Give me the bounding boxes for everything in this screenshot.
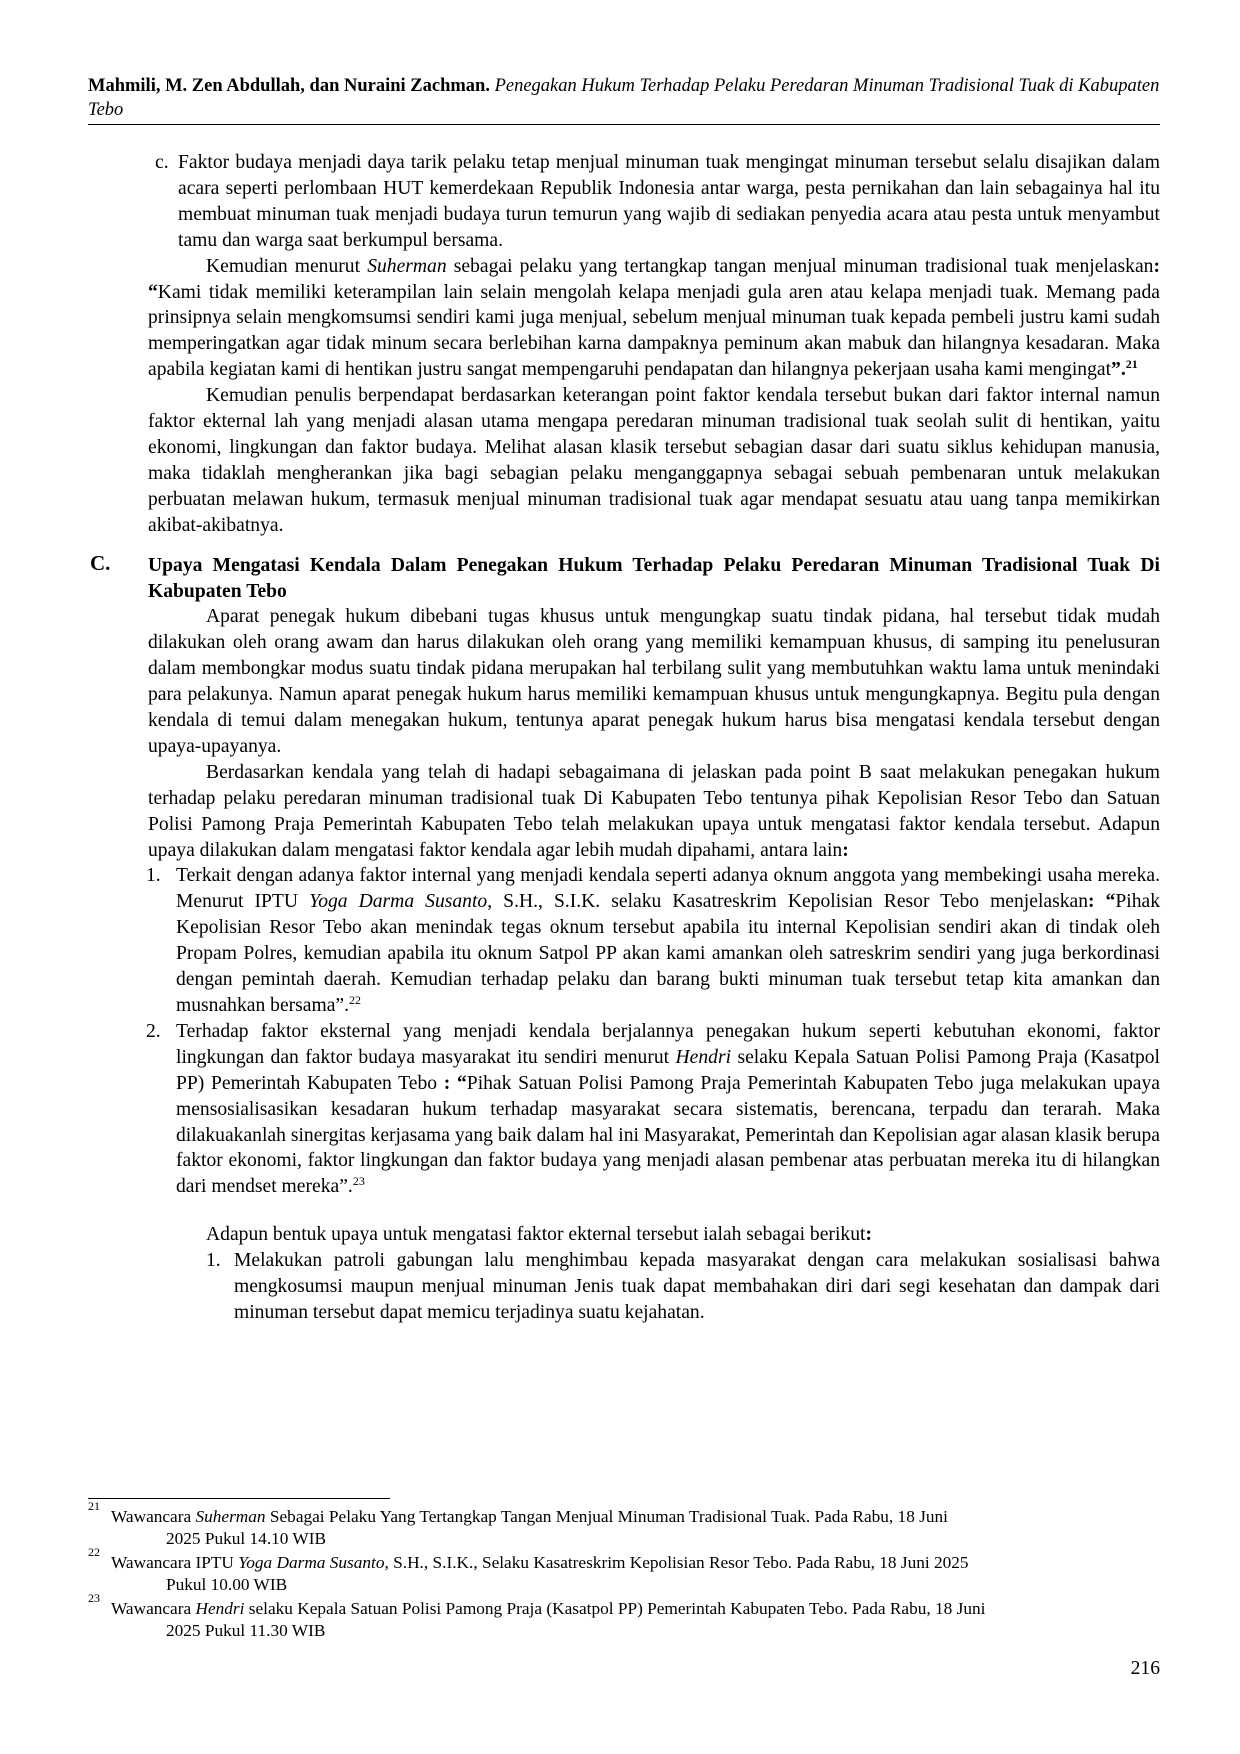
page-number: 216 xyxy=(1130,1658,1160,1679)
quote-text: Kami tidak memiliki keterampilan lain selain mengolah kelapa menjadi gula aren atau kelapa menjadi tuak. Memang pada prinsipnya selain mengkomsumsi sendiri kami juga menjual, sebelum menjual minuman tuak kepada pembeli justru kami sudah memperingatkan agar tidak minum secara berlebihan karna dampaknya peminum akan mabuk dan hilangnya kesadaran. Maka apabila kegiatan kami di hentikan justru sangat mempengaruhi pendapatan dan hilangnya pekerjaan usaha kami mengingat xyxy=(148,281,1160,381)
quote-text: Pihak Kepolisian Resor Tebo akan menindak tegas oknum tersebut apabila itu internal Kepolisian sendiri akan di tindak oleh Propam Polres, kemudian apabila itu oknum Satpol PP akan kami amankan oleh satreskrim sendiri yang juga berkordinasi dengan pemintah daerah. Kemudian terhadap pelaku dan barang bukti minuman tuak tersebut tetap kita amankan dan musnahkan bersama”. xyxy=(176,891,1160,1016)
numbered-item-2 xyxy=(146,1019,1160,1200)
interviewee-name: Hendri xyxy=(675,1046,732,1068)
footnote-continuation: 2025 Pukul 14.10 WIB xyxy=(166,1529,327,1548)
list-marker: 1. xyxy=(206,1250,221,1272)
body-text xyxy=(90,150,1161,1326)
colon: : xyxy=(865,1224,872,1246)
paragraph-suherman xyxy=(148,254,1160,384)
interviewee-name: Yoga Darma Susanto xyxy=(309,891,488,913)
text-run: , S.H., S.I.K. selaku Kasatreskrim Kepolisian Resor Tebo menjelaskan xyxy=(487,891,1088,913)
footnote-ref: 21 xyxy=(1125,357,1138,372)
footnote-rule xyxy=(88,1498,390,1499)
footnote-ref: 23 xyxy=(352,1174,365,1189)
text-run: Berdasarkan kendala yang telah di hadapi sebagaimana di jelaskan pada point B saat melakukan penegakan hukum terhadap pelaku peredaran minuman tradisional tuak Di Kabupaten Tebo tentunya pihak Kepolisian Resor Tebo dan Satuan Polisi Pamong Praja Pemerintah Kabupaten Tebo telah melakukan upaya untuk mengatasi faktor kendala tersebut. Adapun upaya dilakukan dalam mengatasi faktor kendala agar lebih mudah dipahami, antara lain xyxy=(148,761,1160,861)
section-heading-text: Upaya Mengatasi Kendala Dalam Penegakan Hukum Terhadap Pelaku Peredaran Minuman Tradisional Tuak Di Kabupaten Tebo xyxy=(148,554,1160,602)
interviewee-name: Yoga Darma Susanto xyxy=(238,1553,385,1572)
list-item-c xyxy=(148,150,1160,254)
interviewee-name: Suherman xyxy=(367,255,447,277)
header-article-title: Penegakan Hukum Terhadap Pelaku Peredaran Minuman Tradisional Tuak di Kabupaten Tebo xyxy=(88,76,1160,120)
text-run: selaku Kepala Satuan Polisi Pamong Praja (Kasatpol PP) Pemerintah Kabupaten Tebo. Pada Rabu, 18 Juni xyxy=(244,1599,986,1618)
footnote-ref: 22 xyxy=(349,993,362,1007)
interviewee-name: Suherman xyxy=(195,1507,266,1526)
footnote: 22 Wawancara IPTU Yoga Darma Susanto, S.H., S.I.K., Selaku Kasatreskrim Kepolisian Resor Tebo. Pada Rabu, 18 Juni 2025 Pukul 10.00 WIB xyxy=(88,1552,1160,1596)
list-marker: 2. xyxy=(146,1020,161,1042)
interviewee-name: Hendri xyxy=(195,1599,245,1618)
footnote-continuation: 2025 Pukul 11.30 WIB xyxy=(166,1621,326,1640)
numbered-item-1 xyxy=(146,863,1160,1018)
quote-text: Pihak Satuan Polisi Pamong Praja Pemerintah Kabupaten Tebo juga melakukan upaya mensosialisasikan kesadaran hukum terhadap masyarakat secara sistematis, berencana, terpadu dan terarah. Maka dilakuakanlah sinergitas kerjasama yang baik dalam hal ini Masyarakat, Pemerintah dan Kepolisian agar alasan klasik berupa faktor ekonomi, faktor lingkungan dan faktor budaya yang menjadi alasan pembenar atas perbuatan mereka itu di hilangkan dari mendset mereka”. xyxy=(176,1072,1160,1198)
text-run: Sebagai Pelaku Yang Tertangkap Tangan Menjual Minuman Tradisional Tuak. Pada Rabu, 18 Juni xyxy=(265,1507,948,1526)
quote-open: : “ xyxy=(1088,891,1116,913)
list-marker: 1. xyxy=(146,865,161,887)
quote-open: : “ xyxy=(148,255,1160,303)
text-run: selaku Kepala Satuan Polisi Pamong Praja (Kasatpol PP) Pemerintah Kabupaten Tebo xyxy=(176,1046,1161,1094)
text-run: Kemudian menurut xyxy=(206,255,368,277)
text-run: Wawancara IPTU xyxy=(111,1553,239,1572)
colon: : xyxy=(842,839,849,861)
paragraph-aparat: Aparat penegak hukum dibebani tugas khusus untuk mengungkap suatu tindak pidana, hal tersebut tidak mudah dilakukan oleh orang awam dan harus dilakukan oleh orang yang memiliki kemampuan khusus, di samping itu penelusuran dalam membongkar modus suatu tindak pidana merupakan hal terbilang sulit yang membutuhkan waktu lama untuk menindaki para pelakunya. Namun aparat penegak hukum harus memiliki kemampuan khusus untuk mengungkapnya. Begitu pula dengan kendala di temui dalam menegakan hukum, tentunya aparat penegak hukum harus bisa mengatasi kendala tersebut dengan upaya-upayanya. xyxy=(148,606,1160,757)
text-run: Wawancara xyxy=(111,1599,196,1618)
text-run: Adapun bentuk upaya untuk mengatasi faktor ekternal tersebut ialah sebagai berikut xyxy=(206,1224,866,1246)
list-item-text: Faktor budaya menjadi daya tarik pelaku tetap menjual minuman tuak mengingat minuman tersebut selalu disajikan dalam acara seperti perlombaan HUT kemerdekaan Republik Indonesia antar warga, pesta pernikahan dan lain sebagainya hal itu membuat minuman tuak menjadi budaya turun temurun yang wajib di sediakan penyedia acara atau pesta untuk menyambut tamu dan warga saat berkumpul bersama. xyxy=(178,152,1160,251)
list-marker: c. xyxy=(155,152,169,173)
footnote-continuation: Pukul 10.00 WIB xyxy=(166,1575,288,1594)
text-run: Terhadap faktor eksternal yang menjadi kendala berjalannya penegakan hukum seperti kebutuhan ekonomi, faktor lingkungan dan faktor budaya masyarakat itu sendiri menurut xyxy=(176,1020,1160,1068)
text-run: sebagai pelaku yang tertangkap tangan menjual minuman tradisional tuak menjelaskan xyxy=(446,255,1154,277)
spacer xyxy=(148,1200,1160,1222)
text-run: , S.H., S.I.K., Selaku Kasatreskrim Kepolisian Resor Tebo. Pada Rabu, 18 Juni 2025 xyxy=(384,1553,969,1572)
paragraph-penulis: Kemudian penulis berpendapat berdasarkan keterangan point faktor kendala tersebut bukan dari faktor internal namun faktor ekternal lah yang menjadi alasan utama mengapa peredaran minuman tradisional tuak seolah sulit di hentikan, yaitu ekonomi, lingkungan dan faktor budaya. Melihat alasan klasik tersebut sebagian dasar dari suatu siklus kehidupan manusia, maka tidaklah mengherankan jika bagi sebagian pelaku menganggapnya sebagai sebuah pembenaran untuk melakukan perbuatan melawan hukum, termasuk menjual minuman tradisional tuak agar mendapat sesuatu atau uang tanpa memikirkan akibat-akibatnya. xyxy=(148,385,1160,536)
list-item-text: Melakukan patroli gabungan lalu menghimbau kepada masyarakat dengan cara melakukan sosialisasi bahwa mengkosumsi maupun menjual minuman Jenis tuak dapat membahakan diri dari segi kesehatan dan dampak dari minuman tersebut dapat memicu terjadinya suatu kejahatan. xyxy=(234,1250,1160,1323)
section-heading xyxy=(90,550,1160,605)
paragraph-adapun xyxy=(148,1222,1160,1248)
sub-numbered-item-1 xyxy=(206,1248,1160,1326)
text-run: Wawancara xyxy=(111,1507,196,1526)
footnote: 23 Wawancara Hendri selaku Kepala Satuan Polisi Pamong Praja (Kasatpol PP) Pemerintah Kabupaten Tebo. Pada Rabu, 18 Juni 2025 Pukul 11.30 WIB xyxy=(88,1598,1160,1642)
text-run: Terkait dengan adanya faktor internal yang menjadi kendala seperti adanya oknum anggota yang membekingi usaha mereka. Menurut IPTU xyxy=(176,865,1160,913)
paragraph-berdasarkan xyxy=(148,760,1160,864)
header-rule xyxy=(88,124,1160,125)
quote-close: ”. xyxy=(1111,359,1126,381)
running-header xyxy=(88,74,1160,122)
section-marker: C. xyxy=(90,550,111,575)
footnote: 21 Wawancara Suherman Sebagai Pelaku Yang Tertangkap Tangan Menjual Minuman Tradisional Tuak. Pada Rabu, 18 Juni 2025 Pukul 14.10 WIB xyxy=(88,1506,1160,1550)
header-authors: Mahmili, M. Zen Abdullah, dan Nuraini Zachman. xyxy=(88,76,490,96)
quote-open: : “ xyxy=(443,1072,467,1094)
footnotes xyxy=(88,1499,1160,1644)
